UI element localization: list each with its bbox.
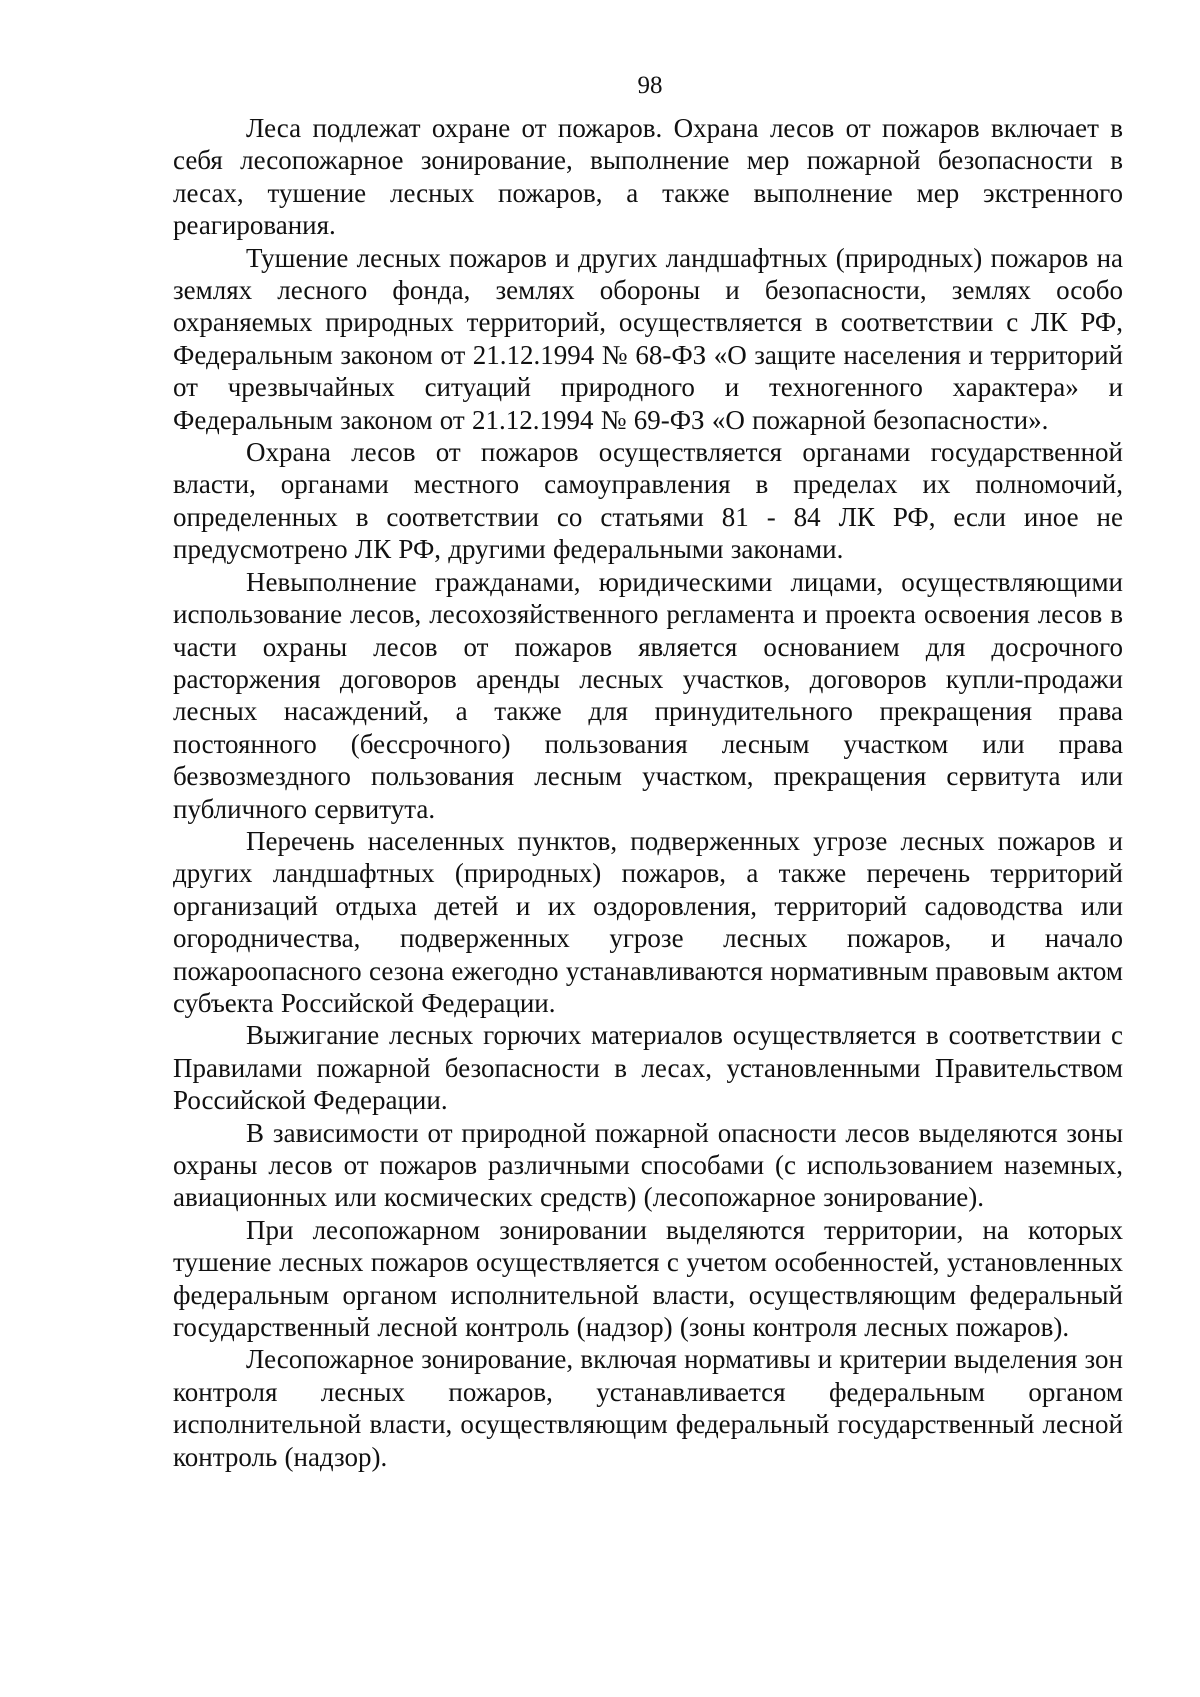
paragraph: Лесопожарное зонирование, включая нормативы и критерии выделения зон контроля лесных пожаров, устанавливается федеральным органом исполнительной власти, осуществляющим федеральный государственный лесной контроль (надзор). <box>173 1344 1123 1472</box>
page-number: 98 <box>637 72 663 99</box>
paragraph: Невыполнение гражданами, юридическими лицами, осуществляющими использование лесов, лесохозяйственного регламента и проекта освоения лесов в части охраны лесов от пожаров является основанием для досрочного расторжения договоров аренды лесных участков, договоров купли-продажи лесных насаждений, а также для принудительного прекращения права постоянного (бессрочного) пользования лесным участком или права безвозмездного пользования лесным участком, прекращения сервитута или публичного сервитута. <box>173 566 1123 824</box>
paragraph: В зависимости от природной пожарной опасности лесов выделяются зоны охраны лесов от пожаров различными способами (с использованием наземных, авиационных или космических средств) (лесопожарное зонирование). <box>173 1117 1123 1213</box>
paragraph: При лесопожарном зонировании выделяются территории, на которых тушение лесных пожаров осуществляется с учетом особенностей, установленных федеральным органом исполнительной власти, осуществляющим федеральный государственный лесной контроль (надзор) (зоны контроля лесных пожаров). <box>173 1214 1123 1343</box>
document-body <box>173 112 1123 1473</box>
paragraph: Леса подлежат охране от пожаров. Охрана лесов от пожаров включает в себя лесопожарное зонирование, выполнение мер пожарной безопасности в лесах, тушение лесных пожаров, а также выполнение мер экстренного реагирования. <box>173 113 1123 241</box>
paragraph: Выжигание лесных горючих материалов осуществляется в соответствии с Правилами пожарной безопасности в лесах, установленными Правительством Российской Федерации. <box>173 1020 1123 1116</box>
paragraph: Охрана лесов от пожаров осуществляется органами государственной власти, органами местного самоуправления в пределах их полномочий, определенных в соответствии со статьями 81 - 84 ЛК РФ, если иное не предусмотрено ЛК РФ, другими федеральными законами. <box>173 437 1123 565</box>
paragraph: Тушение лесных пожаров и других ландшафтных (природных) пожаров на землях лесного фонда, землях обороны и безопасности, землях особо охраняемых природных территорий, осуществляется в соответствии с ЛК РФ, Федеральным законом от 21.12.1994 № 68-ФЗ «О защите населения и территорий от чрезвычайных ситуаций природного и техногенного характера» и Федеральным законом от 21.12.1994 № 69-ФЗ «О пожарной безопасности». <box>173 242 1123 435</box>
paragraph: Перечень населенных пунктов, подверженных угрозе лесных пожаров и других ландшафтных (природных) пожаров, а также перечень территорий организаций отдыха детей и их оздоровления, территорий садоводства или огородничества, подверженных угрозе лесных пожаров, и начало пожароопасного сезона ежегодно устанавливаются нормативным правовым актом субъекта Российской Федерации. <box>173 825 1123 1018</box>
